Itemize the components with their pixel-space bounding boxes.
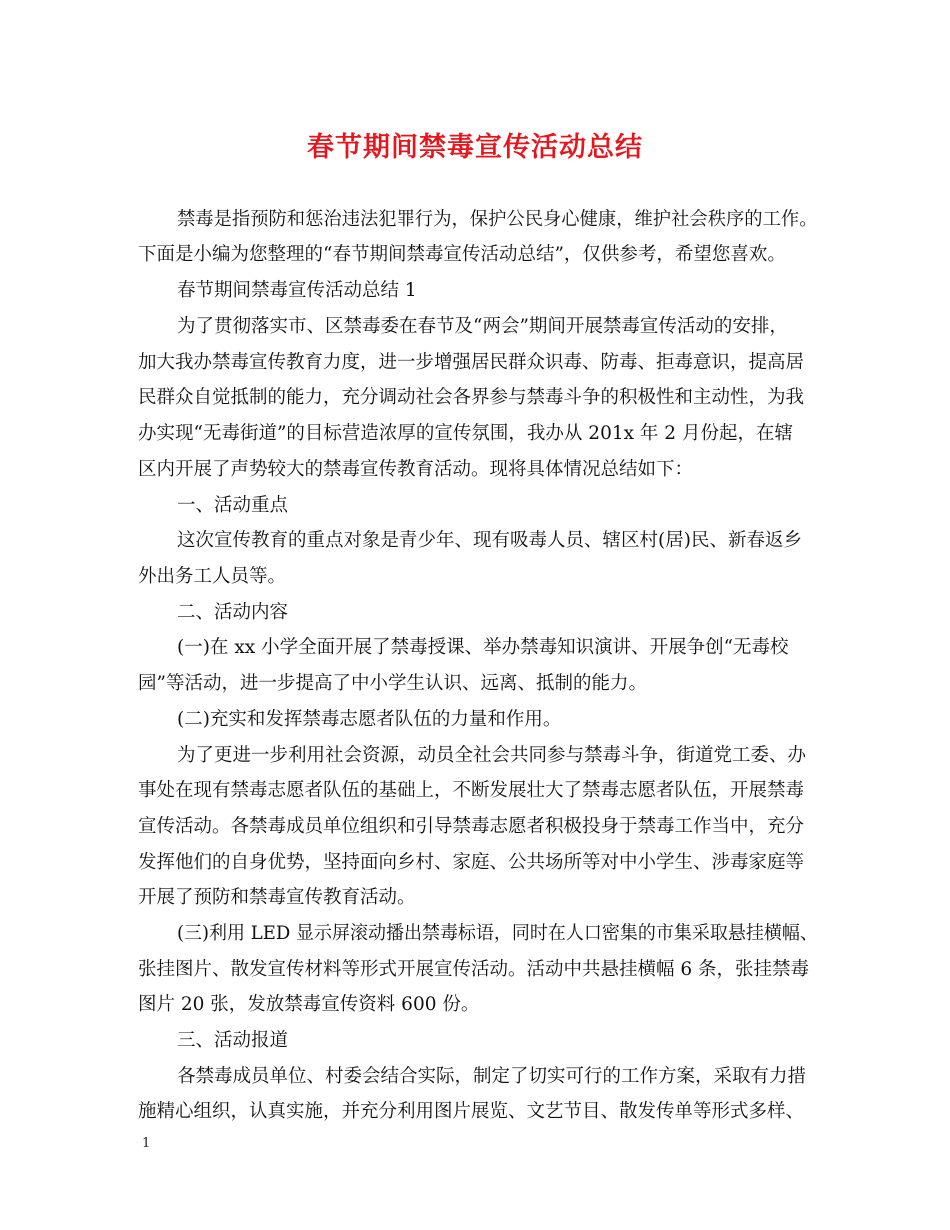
text-line: 加大我办禁毒宣传教育力度，进一步增强居民群众识毒、防毒、拒毒意识，提高居: [138, 352, 805, 373]
text-line: 图片 20 张，发放禁毒宣传资料 600 份。: [138, 994, 480, 1015]
text-line: 事处在现有禁毒志愿者队伍的基础上，不断发展壮大了禁毒志愿者队伍，开展禁毒: [138, 780, 805, 801]
text-line: 民群众自觉抵制的能力，充分调动社会各界参与禁毒斗争的积极性和主动性，为我: [138, 387, 805, 408]
text-line: 施精心组织，认真实施，并充分利用图片展览、文艺节目、散发传单等形式多样、: [138, 1101, 805, 1122]
text-line: 为了更进一步利用社会资源，动员全社会共同参与禁毒斗争，街道党工委、办: [177, 745, 807, 766]
text-line: 各禁毒成员单位、村委会结合实际，制定了切实可行的工作方案，采取有力措: [177, 1066, 807, 1087]
text-line: 办实现“无毒街道”的目标营造浓厚的宣传氛围，我办从 201x 年 2 月份起，在辖: [138, 423, 793, 444]
text-line: 区内开展了声势较大的禁毒宣传教育活动。现将具体情况总结如下：: [138, 459, 694, 480]
page-number: 1: [142, 1136, 151, 1151]
text-line: (三)利用 LED 显示屏滚动播出禁毒标语，同时在人口密集的市集采取悬挂横幅、: [177, 923, 818, 944]
text-line: (二)充实和发挥禁毒志愿者队伍的力量和作用。: [177, 709, 562, 730]
text-line: (一)在 xx 小学全面开展了禁毒授课、举办禁毒知识演讲、开展争创“无毒校: [177, 637, 789, 658]
text-line: 禁毒是指预防和惩治违法犯罪行为，保护公民身心健康，维护社会秩序的工作。: [177, 209, 818, 230]
text-line: 园”等活动，进一步提高了中小学生认识、远离、抵制的能力。: [138, 673, 647, 694]
text-line: 发挥他们的自身优势，坚持面向乡村、家庭、公共场所等对中小学生、涉毒家庭等: [138, 852, 805, 873]
text-line: 张挂图片、散发宣传材料等形式开展宣传活动。活动中共悬挂横幅 6 条，张挂禁毒: [138, 959, 810, 980]
section-heading: 三、活动报道: [177, 1030, 289, 1051]
text-line: 这次宣传教育的重点对象是青少年、现有吸毒人员、辖区村(居)民、新春返乡: [177, 530, 802, 551]
text-line: 开展了预防和禁毒宣传教育活动。: [138, 887, 416, 908]
section-heading: 二、活动内容: [177, 602, 289, 623]
text-line: 为了贯彻落实市、区禁毒委在春节及“两会”期间开展禁毒宣传活动的安排，: [177, 316, 788, 337]
document-title: 春节期间禁毒宣传活动总结: [307, 132, 643, 163]
text-line: 下面是小编为您整理的“春节期间禁毒宣传活动总结”，仅供参考，希望您喜欢。: [138, 244, 786, 265]
text-line: 宣传活动。各禁毒成员单位组织和引导禁毒志愿者积极投身于禁毒工作当中，充分: [138, 816, 805, 837]
section-heading: 一、活动重点: [177, 495, 289, 516]
text-line: 外出务工人员等。: [138, 566, 287, 587]
text-line: 春节期间禁毒宣传活动总结 1: [177, 280, 417, 301]
